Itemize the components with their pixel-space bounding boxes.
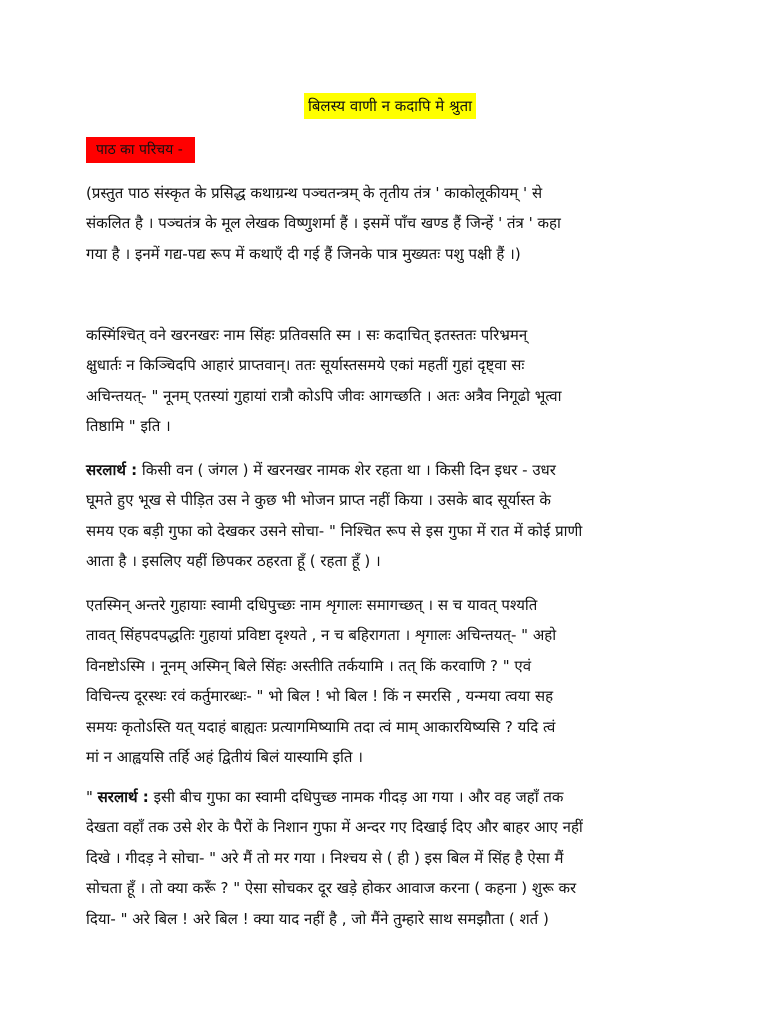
saralarth-line: आता है । इसलिए यहीं छिपकर ठहरता हूँ ( रहता हूँ ) । — [86, 552, 381, 571]
saralarth-paragraph-2 — [86, 782, 686, 934]
sanskrit-paragraph-2 — [86, 590, 686, 772]
saralarth-line: देखता वहाँ तक उसे शेर के पैरों के निशान गुफा में अन्दर गए दिखाई दिए और बाहर आए नहीं — [86, 818, 583, 837]
intro-line: गया है । इनमें गद्य-पद्य रूप में कथाएँ दी गई हैं जिनके पात्र मुख्यतः पशु पक्षी हैं ।) — [86, 244, 521, 263]
saralarth-line: दिखे । गीदड़ ने सोचा- " अरे मैं तो मर गया । निश्चय से ( ही ) इस बिल में सिंह है ऐसा मैं — [86, 848, 564, 867]
saralarth-text: इसी बीच गुफा का स्वामी दधिपुच्छ नामक गीदड़ आ गया । और वह जहाँ तक — [148, 788, 564, 806]
sanskrit-line: समयः कृतोऽस्ति यत् यदाहं बाह्यतः प्रत्यागमिष्यामि तदा त्वं माम् आकारयिष्यसि ? यदि त्वं — [86, 717, 556, 736]
sanskrit-line: विनष्टोऽस्मि । नूनम् अस्मिन् बिले सिंहः अस्तीति तर्कयामि । तत् किं करवाणि ? " एवं — [86, 656, 532, 675]
section-label-intro: पाठ का परिचय - — [86, 137, 195, 163]
sanskrit-line: तावत् सिंहपदपद्धतिः गुहायां प्रविष्टा दृश्यते , न च बहिरागता । शृगालः अचिन्तयत्- " अहो — [86, 626, 557, 645]
intro-paragraph — [86, 178, 686, 269]
sanskrit-line: तिष्ठामि " इति । — [86, 417, 171, 436]
title-container — [0, 93, 768, 119]
sanskrit-line: मां न आह्वयसि तर्हि अहं द्वितीयं बिलं यास्यामि इति । — [86, 748, 363, 767]
saralarth-line — [86, 782, 686, 812]
saralarth-line: घूमते हुए भूख से पीड़ित उस ने कुछ भी भोजन प्राप्त नहीं किया । उसके बाद सूर्यास्त के — [86, 491, 551, 510]
saralarth-text: किसी वन ( जंगल ) में खरनखर नामक शेर रहता था । किसी दिन इधर - उधर — [137, 461, 556, 479]
sanskrit-line: अचिन्तयत्- " नूनम् एतस्यां गुहायां रात्रौ कोऽपि जीवः आगच्छति । अतः अत्रैव निगूढो भूत्वा — [86, 386, 562, 405]
saralarth-line: दिया- " अरे बिल ! अरे बिल ! क्या याद नहीं है , जो मैंने तुम्हारे साथ समझौता ( शर्त ) — [86, 909, 549, 928]
sanskrit-line: कस्मिंश्चित् वने खरनखरः नाम सिंहः प्रतिवसति स्म । सः कदाचित् इतस्ततः परिभ्रमन् — [86, 326, 528, 344]
quote-mark: " — [86, 788, 98, 806]
sanskrit-line: क्षुधार्तः न किञ्चिदपि आहारं प्राप्तवान्। ततः सूर्यास्तसमये एकां महतीं गुहां दृष्ट्वा सः — [86, 356, 525, 375]
intro-line: संकलित है । पञ्चतंत्र के मूल लेखक विष्णुशर्मा हैं । इसमें पाँच खण्ड हैं जिन्हें ' तंत्र ' कहा — [86, 214, 561, 233]
saralarth-label: सरलार्थ : — [86, 461, 138, 479]
saralarth-line: सोचता हूँ । तो क्या करूँ ? " ऐसा सोचकर दूर खड़े होकर आवाज करना ( कहना ) शुरू कर — [86, 879, 577, 898]
saralarth-paragraph-1 — [86, 455, 686, 577]
document-title: बिलस्य वाणी न कदापि मे श्रुता — [304, 93, 476, 119]
saralarth-line: समय एक बड़ी गुफा को देखकर उसने सोचा- " निश्चित रूप से इस गुफा में रात में कोई प्राणी — [86, 521, 583, 540]
sanskrit-paragraph-1 — [86, 320, 686, 442]
sanskrit-line: विचिन्त्य दूरस्थः रवं कर्तुमारब्धः- " भो बिल ! भो बिल ! किं न स्मरसि , यन्मया त्वया सह — [86, 687, 554, 706]
intro-line: (प्रस्तुत पाठ संस्कृत के प्रसिद्ध कथाग्रन्थ पञ्चतन्त्रम् के तृतीय तंत्र ' काकोलूकीयम् ' से — [86, 184, 543, 202]
saralarth-label: सरलार्थ : — [97, 788, 149, 806]
saralarth-line — [86, 455, 686, 485]
sanskrit-line: एतस्मिन् अन्तरे गुहायाः स्वामी दधिपुच्छः नाम शृगालः समागच्छत् । स च यावत् पश्यति — [86, 596, 538, 614]
